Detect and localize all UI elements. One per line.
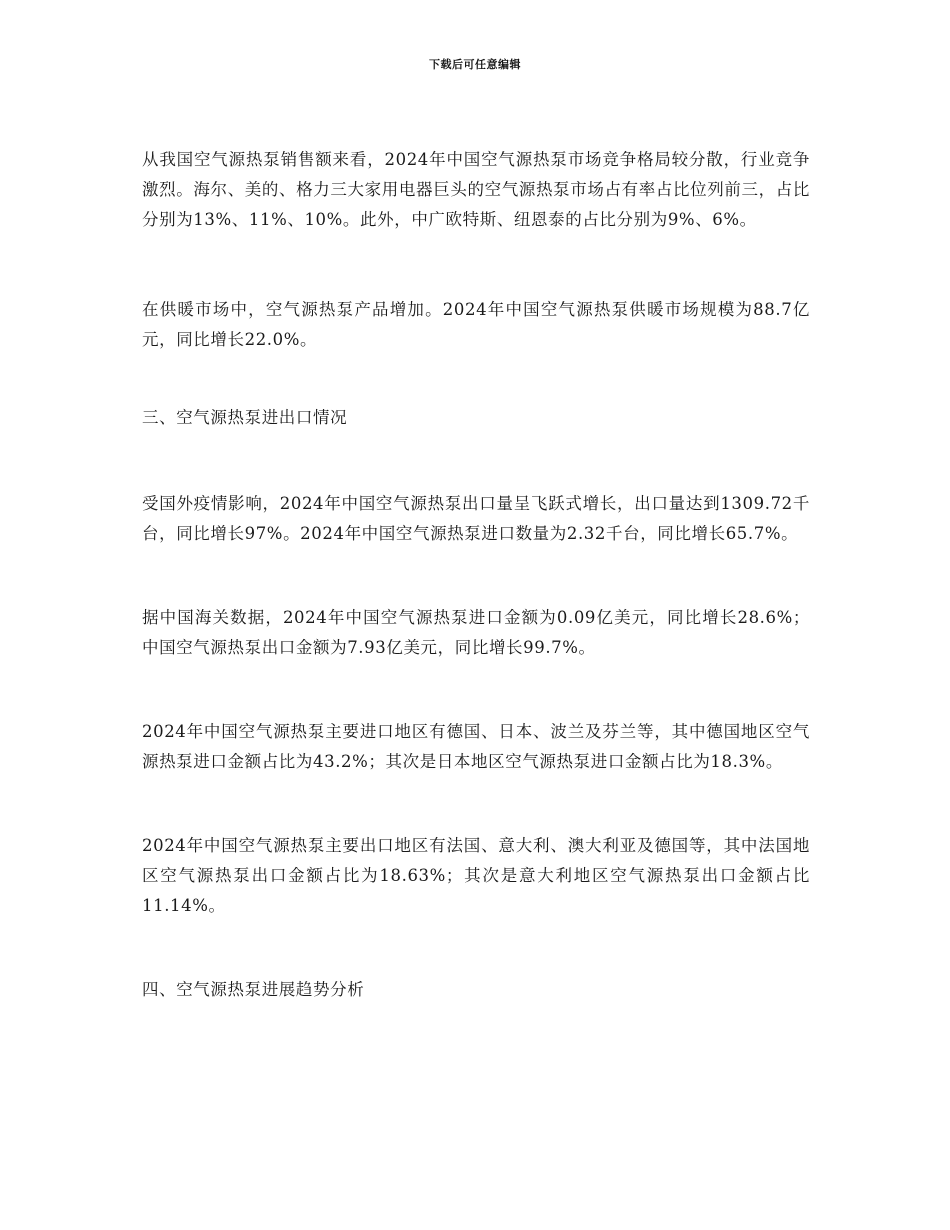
paragraph-export-regions: 2024年中国空气源热泵主要出口地区有法国、意大利、澳大利亚及德国等，其中法国地区空气源热泵出口金额占比为18.63%；其次是意大利地区空气源热泵出口金额占比11.14%。 (142, 836, 810, 915)
document-body (142, 145, 810, 1005)
paragraph-import-regions: 2024年中国空气源热泵主要进口地区有德国、日本、波兰及芬兰等，其中德国地区空气源热泵进口金额占比为43.2%；其次是日本地区空气源热泵进口金额占比为18.3%。 (142, 722, 810, 771)
paragraph-heating-market: 在供暖市场中，空气源热泵产品增加。2024年中国空气源热泵供暖市场规模为88.7亿元，同比增长22.0%。 (142, 300, 810, 349)
section-heading-trend-analysis: 四、空气源热泵进展趋势分析 (142, 980, 365, 999)
paragraph-market-share: 从我国空气源热泵销售额来看，2024年中国空气源热泵市场竞争格局较分散，行业竞争激烈。海尔、美的、格力三大家用电器巨头的空气源热泵市场占有率占比位列前三，占比分别为13%、11%、10%。此外，中广欧特斯、纽恩泰的占比分别为9%、6%。 (142, 150, 810, 229)
paragraph-export-volume: 受国外疫情影响，2024年中国空气源热泵出口量呈飞跃式增长，出口量达到1309.72千台，同比增长97%。2024年中国空气源热泵进口数量为2.32千台，同比增长65.7%。 (142, 494, 810, 543)
section-heading-import-export: 三、空气源热泵进出口情况 (142, 408, 348, 427)
page-header: 下载后可任意编辑 (429, 58, 521, 71)
paragraph-customs-data: 据中国海关数据，2024年中国空气源热泵进口金额为0.09亿美元，同比增长28.6%；中国空气源热泵出口金额为7.93亿美元，同比增长99.7%。 (142, 608, 810, 657)
